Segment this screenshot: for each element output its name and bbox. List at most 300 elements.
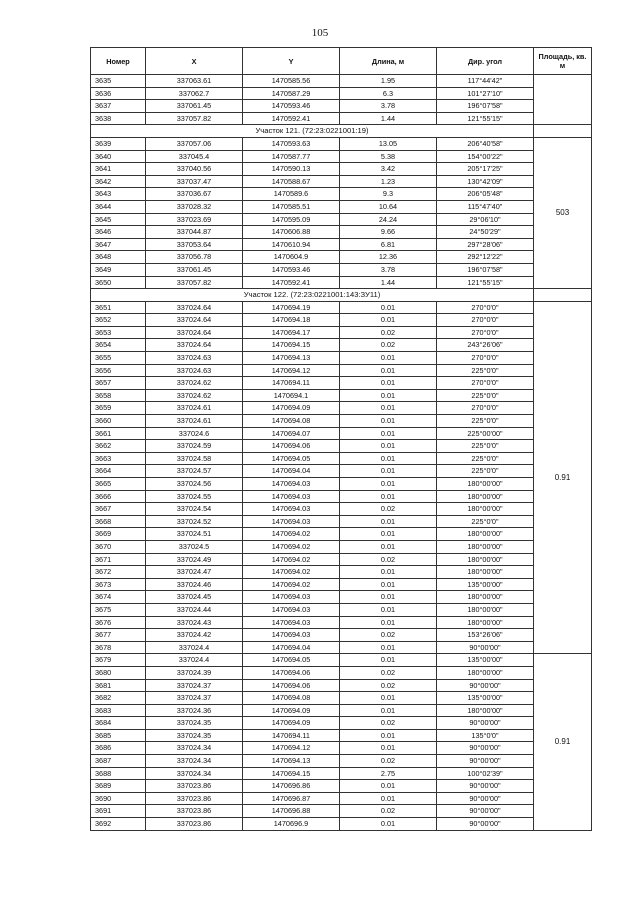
point-number: 3650 xyxy=(91,276,146,289)
section-title: Участок 121. (72:23:0221001:19) xyxy=(91,125,534,138)
direction-angle: 117°44'42" xyxy=(437,75,534,88)
length-value: 0.02 xyxy=(340,717,437,730)
table-row xyxy=(91,188,592,201)
section-title-row xyxy=(91,289,592,302)
direction-angle: 180°00'00" xyxy=(437,591,534,604)
point-number: 3645 xyxy=(91,213,146,226)
direction-angle: 180°00'00" xyxy=(437,666,534,679)
direction-angle: 292°12'22" xyxy=(437,251,534,264)
x-coordinate: 337024.46 xyxy=(146,578,243,591)
x-coordinate: 337044.87 xyxy=(146,226,243,239)
table-row xyxy=(91,389,592,402)
point-number: 3685 xyxy=(91,729,146,742)
point-number: 3658 xyxy=(91,389,146,402)
direction-angle: 121°55'15" xyxy=(437,276,534,289)
point-number: 3652 xyxy=(91,314,146,327)
point-number: 3642 xyxy=(91,175,146,188)
table-row xyxy=(91,540,592,553)
table-row xyxy=(91,175,592,188)
point-number: 3660 xyxy=(91,415,146,428)
point-number: 3667 xyxy=(91,503,146,516)
direction-angle: 130°42'09" xyxy=(437,175,534,188)
x-coordinate: 337024.63 xyxy=(146,364,243,377)
length-value: 5.38 xyxy=(340,150,437,163)
length-value: 0.01 xyxy=(340,402,437,415)
y-coordinate: 1470694.09 xyxy=(243,717,340,730)
direction-angle: 90°00'00" xyxy=(437,755,534,768)
y-coordinate: 1470694.03 xyxy=(243,629,340,642)
table-row xyxy=(91,75,592,88)
direction-angle: 180°00'00" xyxy=(437,616,534,629)
x-coordinate: 337024.54 xyxy=(146,503,243,516)
direction-angle: 180°00'00" xyxy=(437,704,534,717)
length-value: 0.01 xyxy=(340,591,437,604)
table-row xyxy=(91,767,592,780)
direction-angle: 270°0'0" xyxy=(437,326,534,339)
table-row xyxy=(91,301,592,314)
table-row xyxy=(91,100,592,113)
direction-angle: 196°07'58" xyxy=(437,100,534,113)
x-coordinate: 337024.58 xyxy=(146,452,243,465)
header-length: Длина, м xyxy=(340,48,437,75)
point-number: 3644 xyxy=(91,200,146,213)
length-value: 0.01 xyxy=(340,515,437,528)
direction-angle: 270°0'0" xyxy=(437,314,534,327)
length-value: 0.01 xyxy=(340,364,437,377)
x-coordinate: 337036.67 xyxy=(146,188,243,201)
y-coordinate: 1470694.05 xyxy=(243,452,340,465)
length-value: 0.01 xyxy=(340,465,437,478)
y-coordinate: 1470593.46 xyxy=(243,100,340,113)
y-coordinate: 1470694.02 xyxy=(243,528,340,541)
direction-angle: 225°0'0" xyxy=(437,465,534,478)
area-value xyxy=(534,75,592,125)
table-row xyxy=(91,654,592,667)
point-number: 3689 xyxy=(91,780,146,793)
x-coordinate: 337024.64 xyxy=(146,339,243,352)
table-row xyxy=(91,263,592,276)
coordinates-table xyxy=(90,47,592,831)
direction-angle: 90°00'00" xyxy=(437,780,534,793)
table-row xyxy=(91,755,592,768)
x-coordinate: 337057.82 xyxy=(146,112,243,125)
x-coordinate: 337024.34 xyxy=(146,755,243,768)
section-title-area-cell xyxy=(534,125,592,138)
x-coordinate: 337057.06 xyxy=(146,137,243,150)
length-value: 1.23 xyxy=(340,175,437,188)
y-coordinate: 1470694.12 xyxy=(243,742,340,755)
direction-angle: 29°06'10" xyxy=(437,213,534,226)
point-number: 3654 xyxy=(91,339,146,352)
point-number: 3665 xyxy=(91,478,146,491)
y-coordinate: 1470694.02 xyxy=(243,540,340,553)
y-coordinate: 1470694.15 xyxy=(243,339,340,352)
table-row xyxy=(91,515,592,528)
point-number: 3673 xyxy=(91,578,146,591)
length-value: 0.01 xyxy=(340,490,437,503)
table-row xyxy=(91,314,592,327)
direction-angle: 135°0'0" xyxy=(437,729,534,742)
length-value: 0.02 xyxy=(340,805,437,818)
direction-angle: 180°00'00" xyxy=(437,503,534,516)
table-row xyxy=(91,578,592,591)
table-row xyxy=(91,427,592,440)
length-value: 0.01 xyxy=(340,452,437,465)
length-value: 6.3 xyxy=(340,87,437,100)
y-coordinate: 1470694.09 xyxy=(243,402,340,415)
y-coordinate: 1470694.03 xyxy=(243,616,340,629)
direction-angle: 115°47'40" xyxy=(437,200,534,213)
point-number: 3663 xyxy=(91,452,146,465)
point-number: 3675 xyxy=(91,603,146,616)
x-coordinate: 337024.49 xyxy=(146,553,243,566)
direction-angle: 90°00'00" xyxy=(437,717,534,730)
point-number: 3657 xyxy=(91,377,146,390)
section-title-area-cell xyxy=(534,289,592,302)
table-row xyxy=(91,112,592,125)
length-value: 0.01 xyxy=(340,440,437,453)
direction-angle: 154°00'22" xyxy=(437,150,534,163)
point-number: 3682 xyxy=(91,692,146,705)
x-coordinate: 337024.52 xyxy=(146,515,243,528)
y-coordinate: 1470696.86 xyxy=(243,780,340,793)
table-row xyxy=(91,566,592,579)
direction-angle: 180°00'00" xyxy=(437,478,534,491)
length-value: 0.01 xyxy=(340,704,437,717)
x-coordinate: 337024.64 xyxy=(146,314,243,327)
table-row xyxy=(91,679,592,692)
direction-angle: 121°55'15" xyxy=(437,112,534,125)
point-number: 3679 xyxy=(91,654,146,667)
length-value: 2.75 xyxy=(340,767,437,780)
direction-angle: 101°27'10" xyxy=(437,87,534,100)
x-coordinate: 337024.56 xyxy=(146,478,243,491)
direction-angle: 225°00'00" xyxy=(437,427,534,440)
point-number: 3691 xyxy=(91,805,146,818)
header-y: Y xyxy=(243,48,340,75)
y-coordinate: 1470593.46 xyxy=(243,263,340,276)
point-number: 3662 xyxy=(91,440,146,453)
y-coordinate: 1470606.88 xyxy=(243,226,340,239)
length-value: 0.01 xyxy=(340,729,437,742)
x-coordinate: 337053.64 xyxy=(146,238,243,251)
y-coordinate: 1470694.03 xyxy=(243,478,340,491)
length-value: 0.02 xyxy=(340,326,437,339)
table-row xyxy=(91,213,592,226)
x-coordinate: 337024.37 xyxy=(146,692,243,705)
y-coordinate: 1470696.9 xyxy=(243,818,340,831)
table-row xyxy=(91,440,592,453)
y-coordinate: 1470593.63 xyxy=(243,137,340,150)
point-number: 3656 xyxy=(91,364,146,377)
point-number: 3659 xyxy=(91,402,146,415)
length-value: 6.81 xyxy=(340,238,437,251)
x-coordinate: 337023.86 xyxy=(146,805,243,818)
length-value: 0.01 xyxy=(340,792,437,805)
x-coordinate: 337024.62 xyxy=(146,389,243,402)
y-coordinate: 1470592.41 xyxy=(243,276,340,289)
table-row xyxy=(91,352,592,365)
x-coordinate: 337024.42 xyxy=(146,629,243,642)
table-row xyxy=(91,805,592,818)
length-value: 0.01 xyxy=(340,616,437,629)
area-value: 503 xyxy=(534,137,592,288)
table-body xyxy=(91,75,592,831)
point-number: 3666 xyxy=(91,490,146,503)
direction-angle: 205°17'25" xyxy=(437,163,534,176)
x-coordinate: 337024.4 xyxy=(146,654,243,667)
x-coordinate: 337061.45 xyxy=(146,263,243,276)
table-row xyxy=(91,641,592,654)
length-value: 3.78 xyxy=(340,100,437,113)
x-coordinate: 337028.32 xyxy=(146,200,243,213)
length-value: 0.02 xyxy=(340,553,437,566)
point-number: 3661 xyxy=(91,427,146,440)
y-coordinate: 1470589.6 xyxy=(243,188,340,201)
x-coordinate: 337040.56 xyxy=(146,163,243,176)
x-coordinate: 337023.86 xyxy=(146,818,243,831)
point-number: 3674 xyxy=(91,591,146,604)
direction-angle: 90°00'00" xyxy=(437,805,534,818)
direction-angle: 270°0'0" xyxy=(437,377,534,390)
direction-angle: 100°02'39" xyxy=(437,767,534,780)
table-row xyxy=(91,251,592,264)
direction-angle: 297°28'06" xyxy=(437,238,534,251)
x-coordinate: 337024.57 xyxy=(146,465,243,478)
y-coordinate: 1470694.04 xyxy=(243,641,340,654)
length-value: 0.01 xyxy=(340,780,437,793)
direction-angle: 180°00'00" xyxy=(437,528,534,541)
x-coordinate: 337024.64 xyxy=(146,301,243,314)
length-value: 0.02 xyxy=(340,629,437,642)
x-coordinate: 337061.45 xyxy=(146,100,243,113)
x-coordinate: 337024.34 xyxy=(146,767,243,780)
table-row xyxy=(91,528,592,541)
y-coordinate: 1470585.56 xyxy=(243,75,340,88)
header-x: X xyxy=(146,48,243,75)
point-number: 3670 xyxy=(91,540,146,553)
x-coordinate: 337024.4 xyxy=(146,641,243,654)
x-coordinate: 337024.36 xyxy=(146,704,243,717)
point-number: 3671 xyxy=(91,553,146,566)
point-number: 3647 xyxy=(91,238,146,251)
table-row xyxy=(91,629,592,642)
x-coordinate: 337024.55 xyxy=(146,490,243,503)
length-value: 0.01 xyxy=(340,566,437,579)
point-number: 3648 xyxy=(91,251,146,264)
length-value: 0.02 xyxy=(340,755,437,768)
header-number: Номер xyxy=(91,48,146,75)
table-row xyxy=(91,200,592,213)
length-value: 0.01 xyxy=(340,377,437,390)
direction-angle: 135°00'00" xyxy=(437,692,534,705)
x-coordinate: 337062.7 xyxy=(146,87,243,100)
x-coordinate: 337024.61 xyxy=(146,415,243,428)
direction-angle: 90°00'00" xyxy=(437,742,534,755)
y-coordinate: 1470592.41 xyxy=(243,112,340,125)
y-coordinate: 1470610.94 xyxy=(243,238,340,251)
x-coordinate: 337024.64 xyxy=(146,326,243,339)
length-value: 24.24 xyxy=(340,213,437,226)
x-coordinate: 337023.86 xyxy=(146,780,243,793)
point-number: 3668 xyxy=(91,515,146,528)
x-coordinate: 337056.78 xyxy=(146,251,243,264)
direction-angle: 270°0'0" xyxy=(437,301,534,314)
x-coordinate: 337024.44 xyxy=(146,603,243,616)
direction-angle: 243°26'06" xyxy=(437,339,534,352)
x-coordinate: 337024.62 xyxy=(146,377,243,390)
table-row xyxy=(91,364,592,377)
direction-angle: 225°0'0" xyxy=(437,515,534,528)
length-value: 0.01 xyxy=(340,654,437,667)
length-value: 12.36 xyxy=(340,251,437,264)
length-value: 9.66 xyxy=(340,226,437,239)
length-value: 3.78 xyxy=(340,263,437,276)
x-coordinate: 337057.82 xyxy=(146,276,243,289)
y-coordinate: 1470694.19 xyxy=(243,301,340,314)
table-row xyxy=(91,503,592,516)
y-coordinate: 1470694.13 xyxy=(243,352,340,365)
y-coordinate: 1470595.09 xyxy=(243,213,340,226)
length-value: 0.01 xyxy=(340,540,437,553)
point-number: 3636 xyxy=(91,87,146,100)
point-number: 3640 xyxy=(91,150,146,163)
table-row xyxy=(91,377,592,390)
y-coordinate: 1470694.02 xyxy=(243,566,340,579)
x-coordinate: 337024.45 xyxy=(146,591,243,604)
direction-angle: 180°00'00" xyxy=(437,566,534,579)
table-row xyxy=(91,226,592,239)
y-coordinate: 1470694.06 xyxy=(243,440,340,453)
table-row xyxy=(91,818,592,831)
x-coordinate: 337024.6 xyxy=(146,427,243,440)
point-number: 3686 xyxy=(91,742,146,755)
y-coordinate: 1470694.1 xyxy=(243,389,340,402)
point-number: 3635 xyxy=(91,75,146,88)
table-row xyxy=(91,478,592,491)
section-title: Участок 122. (72:23:0221001:143:ЗУ11) xyxy=(91,289,534,302)
length-value: 13.05 xyxy=(340,137,437,150)
length-value: 0.01 xyxy=(340,692,437,705)
x-coordinate: 337037.47 xyxy=(146,175,243,188)
table-row xyxy=(91,704,592,717)
x-coordinate: 337024.35 xyxy=(146,717,243,730)
length-value: 0.01 xyxy=(340,528,437,541)
y-coordinate: 1470694.03 xyxy=(243,603,340,616)
y-coordinate: 1470694.13 xyxy=(243,755,340,768)
page-number: 105 xyxy=(311,27,329,39)
direction-angle: 180°00'00" xyxy=(437,540,534,553)
point-number: 3672 xyxy=(91,566,146,579)
table-row xyxy=(91,163,592,176)
direction-angle: 90°00'00" xyxy=(437,818,534,831)
direction-angle: 24°50'29" xyxy=(437,226,534,239)
x-coordinate: 337024.47 xyxy=(146,566,243,579)
point-number: 3690 xyxy=(91,792,146,805)
y-coordinate: 1470694.08 xyxy=(243,415,340,428)
table-row xyxy=(91,591,592,604)
direction-angle: 153°26'06" xyxy=(437,629,534,642)
table-row xyxy=(91,729,592,742)
direction-angle: 225°0'0" xyxy=(437,452,534,465)
table-row xyxy=(91,465,592,478)
point-number: 3638 xyxy=(91,112,146,125)
y-coordinate: 1470694.09 xyxy=(243,704,340,717)
table-header-row xyxy=(91,48,592,75)
table-row xyxy=(91,666,592,679)
y-coordinate: 1470694.05 xyxy=(243,654,340,667)
direction-angle: 90°00'00" xyxy=(437,679,534,692)
header-angle: Дир. угол xyxy=(437,48,534,75)
point-number: 3683 xyxy=(91,704,146,717)
y-coordinate: 1470694.11 xyxy=(243,377,340,390)
point-number: 3680 xyxy=(91,666,146,679)
point-number: 3643 xyxy=(91,188,146,201)
point-number: 3688 xyxy=(91,767,146,780)
x-coordinate: 337024.63 xyxy=(146,352,243,365)
table-row xyxy=(91,339,592,352)
direction-angle: 225°0'0" xyxy=(437,389,534,402)
point-number: 3653 xyxy=(91,326,146,339)
length-value: 0.01 xyxy=(340,389,437,402)
section-title-row xyxy=(91,125,592,138)
x-coordinate: 337023.86 xyxy=(146,792,243,805)
table-row xyxy=(91,692,592,705)
x-coordinate: 337024.59 xyxy=(146,440,243,453)
point-number: 3637 xyxy=(91,100,146,113)
point-number: 3687 xyxy=(91,755,146,768)
direction-angle: 270°0'0" xyxy=(437,402,534,415)
y-coordinate: 1470694.03 xyxy=(243,515,340,528)
length-value: 0.01 xyxy=(340,415,437,428)
length-value: 0.01 xyxy=(340,478,437,491)
direction-angle: 90°00'00" xyxy=(437,792,534,805)
length-value: 0.02 xyxy=(340,666,437,679)
x-coordinate: 337024.35 xyxy=(146,729,243,742)
table-row xyxy=(91,553,592,566)
x-coordinate: 337024.34 xyxy=(146,742,243,755)
x-coordinate: 337024.51 xyxy=(146,528,243,541)
y-coordinate: 1470694.15 xyxy=(243,767,340,780)
table-row xyxy=(91,490,592,503)
table-row xyxy=(91,717,592,730)
table-row xyxy=(91,150,592,163)
direction-angle: 225°0'0" xyxy=(437,440,534,453)
length-value: 0.02 xyxy=(340,503,437,516)
point-number: 3692 xyxy=(91,818,146,831)
table-row xyxy=(91,780,592,793)
y-coordinate: 1470694.02 xyxy=(243,553,340,566)
point-number: 3677 xyxy=(91,629,146,642)
header-area: Площадь, кв. м xyxy=(534,48,592,75)
point-number: 3678 xyxy=(91,641,146,654)
y-coordinate: 1470694.06 xyxy=(243,679,340,692)
point-number: 3669 xyxy=(91,528,146,541)
y-coordinate: 1470694.08 xyxy=(243,692,340,705)
area-value: 0.91 xyxy=(534,301,592,654)
length-value: 0.01 xyxy=(340,578,437,591)
table-row xyxy=(91,326,592,339)
point-number: 3664 xyxy=(91,465,146,478)
y-coordinate: 1470696.87 xyxy=(243,792,340,805)
length-value: 0.02 xyxy=(340,339,437,352)
table-row xyxy=(91,137,592,150)
direction-angle: 206°05'48" xyxy=(437,188,534,201)
point-number: 3646 xyxy=(91,226,146,239)
length-value: 9.3 xyxy=(340,188,437,201)
x-coordinate: 337024.5 xyxy=(146,540,243,553)
point-number: 3649 xyxy=(91,263,146,276)
